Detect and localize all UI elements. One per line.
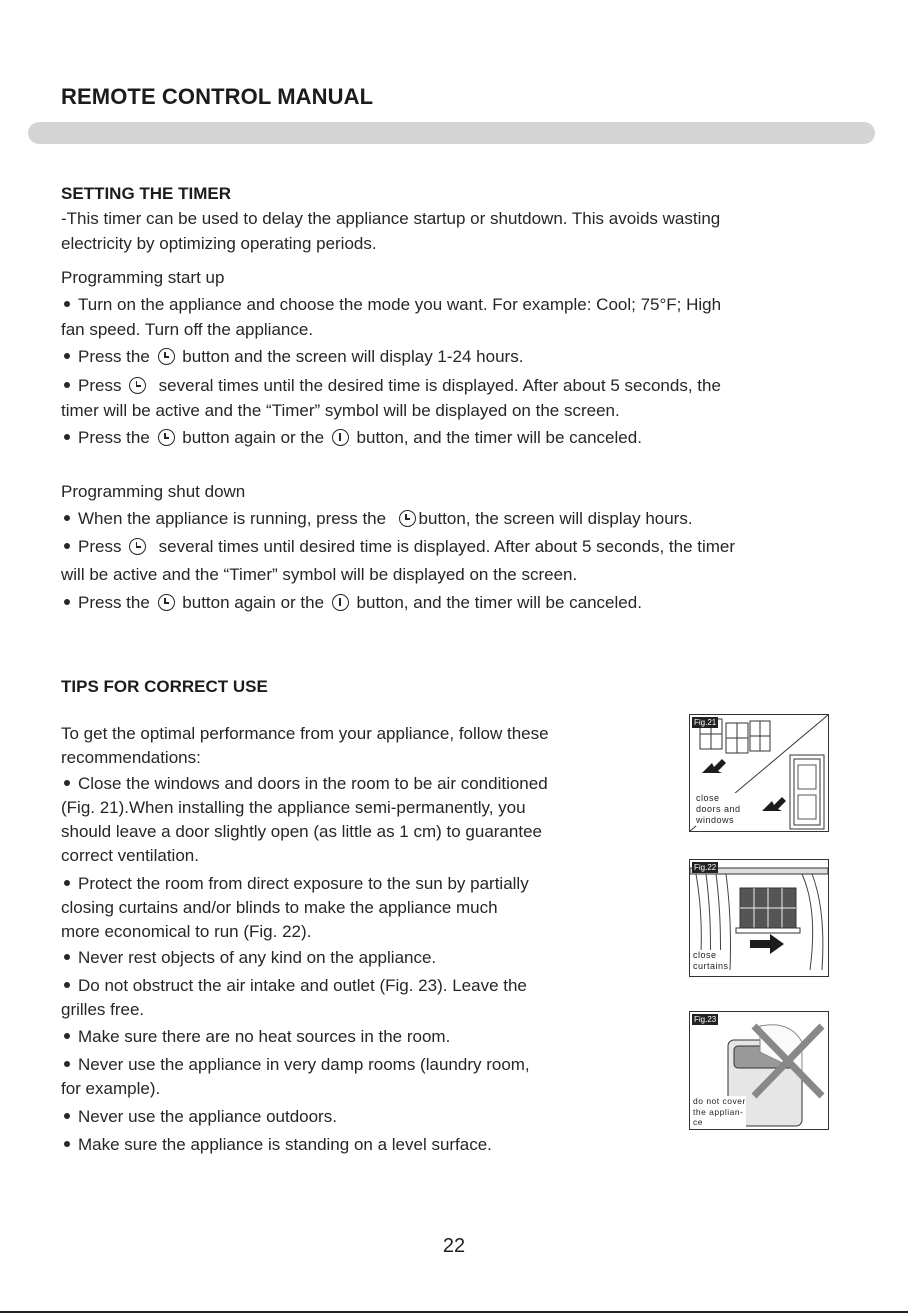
tips-bullet-4-cont: grilles free.	[61, 1000, 145, 1019]
tips-bullet-2-cont: more economical to run (Fig. 22).	[61, 922, 312, 941]
bullet-dot	[64, 1061, 70, 1067]
tips-bullet-5: Make sure there are no heat sources in the room.	[61, 1025, 450, 1049]
startup-bullet-2: Press the button and the screen will display 1-24 hours.	[61, 345, 523, 369]
bullet-dot	[64, 880, 70, 886]
startup-heading: Programming start up	[61, 268, 225, 287]
tips-intro-line1: To get the optimal performance from your appliance, follow these	[61, 724, 549, 743]
startup-bullet-1: Turn on the appliance and choose the mode you want. For example: Cool; 75°F; High	[61, 293, 721, 317]
figure-23	[689, 1011, 829, 1130]
tips-bullet-8: Make sure the appliance is standing on a level surface.	[61, 1133, 492, 1157]
tips-bullet-1-cont: (Fig. 21).When installing the appliance semi-permanently, you	[61, 798, 526, 817]
shutdown-bullet-2-cont: will be active and the “Timer” symbol will be displayed on the screen.	[61, 565, 578, 584]
clock-icon	[158, 348, 175, 365]
figure-tag: Fig.22	[694, 863, 717, 872]
bullet-dot	[64, 353, 70, 359]
bullet-dot	[64, 1141, 70, 1147]
power-icon	[332, 594, 349, 611]
startup-bullet-4: Press the button again or the button, and the timer will be canceled.	[61, 426, 642, 450]
clock-icon	[129, 377, 146, 394]
figure-tag: Fig.23	[694, 1015, 717, 1024]
power-icon	[332, 429, 349, 446]
bullet-dot	[64, 954, 70, 960]
bullet-dot	[64, 1113, 70, 1119]
bullet-dot	[64, 301, 70, 307]
bullet-dot	[64, 382, 70, 388]
arrow-icon	[702, 759, 726, 773]
tips-bullet-2: Protect the room from direct exposure to the sun by partially	[61, 872, 529, 896]
clock-icon	[158, 429, 175, 446]
arrow-icon	[762, 797, 786, 811]
bullet-dot	[64, 780, 70, 786]
figure-22	[689, 859, 829, 977]
tips-bullet-4: Do not obstruct the air intake and outlet (Fig. 23). Leave the	[61, 974, 527, 998]
clock-icon	[399, 510, 416, 527]
header-bar	[28, 122, 875, 144]
shutdown-bullet-1: When the appliance is running, press the button, the screen will display hours.	[61, 507, 693, 531]
bullet-dot	[64, 515, 70, 521]
tips-bullet-3: Never rest objects of any kind on the appliance.	[61, 946, 436, 970]
bullet-dot	[64, 1033, 70, 1039]
figure-21	[689, 714, 829, 832]
arrow-icon	[750, 934, 784, 954]
tips-bullet-1-cont: correct ventilation.	[61, 846, 199, 865]
page-title: REMOTE CONTROL MANUAL	[61, 84, 374, 109]
shutdown-bullet-2: Press several times until desired time is displayed. After about 5 seconds, the timer	[61, 535, 735, 559]
tips-intro-line2: recommendations:	[61, 748, 201, 767]
bullet-dot	[64, 543, 70, 549]
figure-tag: Fig.21	[694, 718, 717, 727]
page-number: 22	[442, 1235, 466, 1257]
bullet-dot	[64, 599, 70, 605]
timer-intro-line2: electricity by optimizing operating periods.	[61, 234, 377, 253]
clock-icon	[158, 594, 175, 611]
clock-icon	[129, 538, 146, 555]
startup-bullet-1-cont: fan speed. Turn off the appliance.	[61, 320, 314, 339]
tips-bullet-6-cont: for example).	[61, 1079, 161, 1098]
tips-bullet-6: Never use the appliance in very damp rooms (laundry room,	[61, 1053, 530, 1077]
tips-bullet-1: Close the windows and doors in the room to be air conditioned	[61, 772, 548, 796]
shutdown-heading: Programming shut down	[61, 482, 246, 501]
tips-bullet-7: Never use the appliance outdoors.	[61, 1105, 337, 1129]
startup-bullet-3: Press several times until the desired time is displayed. After about 5 seconds, the	[61, 374, 721, 398]
startup-bullet-3-cont: timer will be active and the “Timer” symbol will be displayed on the screen.	[61, 401, 620, 420]
tips-bullet-2-cont: closing curtains and/or blinds to make the appliance much	[61, 898, 498, 917]
shutdown-bullet-3: Press the button again or the button, and the timer will be canceled.	[61, 591, 642, 615]
timer-intro-line1: -This timer can be used to delay the appliance startup or shutdown. This avoids wasting	[61, 209, 721, 228]
figure-caption: close curtains	[693, 950, 729, 971]
section-heading-timer: SETTING THE TIMER	[61, 184, 231, 203]
figure-caption: close doors and windows	[696, 793, 741, 825]
section-heading-tips: TIPS FOR CORRECT USE	[61, 677, 268, 696]
tips-bullet-1-cont: should leave a door slightly open (as little as 1 cm) to guarantee	[61, 822, 542, 841]
figure-caption: do not cover the applian- ce	[693, 1096, 746, 1127]
bullet-dot	[64, 982, 70, 988]
bullet-dot	[64, 434, 70, 440]
